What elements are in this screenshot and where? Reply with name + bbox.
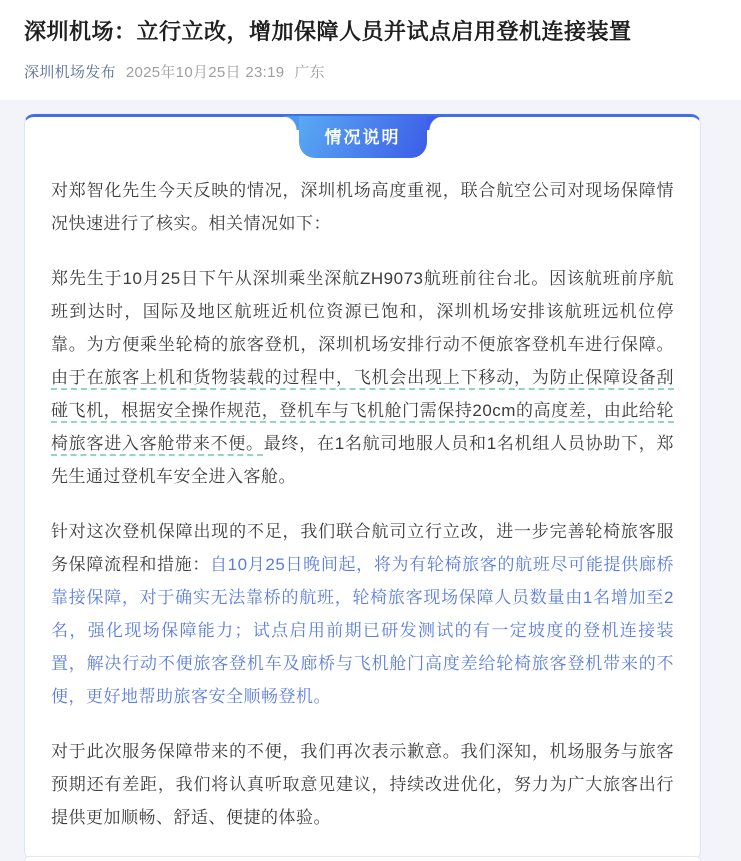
statement-card xyxy=(24,114,701,861)
paragraph-intro xyxy=(51,174,674,240)
publish-location: 广东 xyxy=(294,63,325,81)
article-content-area xyxy=(0,100,741,861)
incident-text-underlined: 由于在旅客上机和货物装载的过程中，飞机会出现上下移动，为防止保障设备刮碰飞机，根据安全操作规范，登机车与飞机舱门需保持20cm的高度差，由此给轮椅旅客进入客舱带来不便。 xyxy=(51,367,674,453)
next-card-peek xyxy=(24,856,701,861)
statement-badge-label: 情况说明 xyxy=(324,127,401,147)
paragraph-intro-text: 对郑智化先生今天反映的情况，深圳机场高度重视，联合航空公司对现场保障情况快速进行了核实。相关情况如下： xyxy=(51,180,674,233)
measures-text-highlighted: 自10月25日晚间起，将为有轮椅旅客的航班尽可能提供廊桥靠接保障，对于确实无法靠桥的航班，轮椅旅客现场保障人员数量由1名增加至2名，强化现场保障能力；试点启用前期已研发测试的有一定坡度的登机连接装置，解决行动不便旅客登机车及廊桥与飞机舱门高度差给轮椅旅客登机带来的不便，更好地帮助旅客安全顺畅登机。 xyxy=(51,554,675,706)
statement-badge xyxy=(299,116,427,158)
paragraph-measures xyxy=(51,515,674,713)
incident-text-normal-2: 最终，在1名航司地服人员和1名机组人员协助下，郑先生通过登机车安全进入客舱。 xyxy=(51,433,674,486)
article-title: 深圳机场：立行立改，增加保障人员并试点启用登机连接装置 xyxy=(24,19,632,44)
paragraph-incident xyxy=(51,262,674,493)
incident-text-normal-1: 郑先生于10月25日下午从深圳乘坐深航ZH9073航班前往台北。因该航班前序航班到达时，国际及地区航班近机位资源已饱和，深圳机场安排该航班远机位停靠。为方便乘坐轮椅的旅客登机，深圳机场安排行动不便旅客登机车进行保障。 xyxy=(51,268,674,354)
measures-text-normal: 针对这次登机保障出现的不足，我们联合航司立行立改，进一步完善轮椅旅客服务保障流程和措施： xyxy=(51,521,674,574)
article-header xyxy=(0,0,741,82)
apology-text: 对于此次服务保障带来的不便，我们再次表示歉意。我们深知，机场服务与旅客预期还有差距，我们将认真听取意见建议，持续改进优化，努力为广大旅客出行提供更加顺畅、舒适、便捷的体验。 xyxy=(51,741,674,827)
publish-date: 2025年10月25日 23:19 xyxy=(125,63,285,81)
account-name-link[interactable]: 深圳机场发布 xyxy=(24,63,116,81)
badge-row xyxy=(51,117,674,158)
paragraph-apology xyxy=(51,735,674,834)
article-byline xyxy=(24,61,717,82)
